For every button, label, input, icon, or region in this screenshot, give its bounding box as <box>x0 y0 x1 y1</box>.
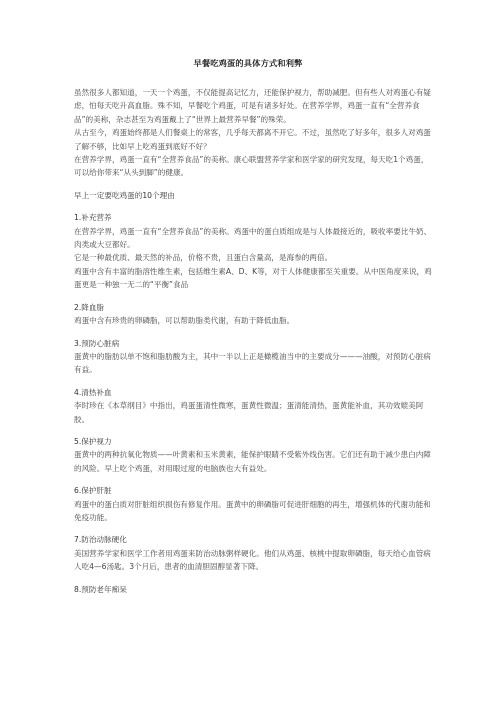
page-title: 早餐吃鸡蛋的具体方式和利弊 <box>193 58 303 68</box>
intro-paragraph: 虽然很多人都知道，一天一个鸡蛋，不仅能提高记忆力，还能保护视力，帮助减肥。但有些人对鸡蛋心有疑虑，怕每天吃升高血脂。殊不知，早餐吃个鸡蛋，可是有诸多好处。在营养学界，鸡蛋一直有“全营养食品”的美称，杂志甚至为鸡蛋戴上了“世界上最营养早餐”的殊荣。 <box>74 88 431 124</box>
section-paragraph: 美国营养学家和医学工作者用鸡蛋来防治动脉粥样硬化。他们从鸡蛋、核桃中提取卵磷脂，每天给心血管病人吃4—6汤匙。3个月后，患者的血清胆固醇显著下降。 <box>74 548 431 572</box>
section-heading: 5.保护视力 <box>74 436 112 446</box>
section-paragraph: 它是一种最优质、最天然的补品，价格不贵，且蛋白含量高，是海参的两倍。 <box>74 253 333 263</box>
section-paragraph: 鸡蛋中的蛋白质对肝脏组织损伤有修复作用。蛋黄中的卵磷脂可促进肝细胞的再生，增强机体的代谢功能和免疫功能。 <box>74 499 431 522</box>
section-heading: 8.预防老年痴呆 <box>74 584 127 594</box>
section-paragraph: 李时珍在《本草纲目》中指出，鸡蛋蛋清性微寒，蛋黄性微温；蛋清能清热，蛋黄能补血，其功效媲美阿胶。 <box>74 401 424 424</box>
section-paragraph: 鸡蛋中含有珍贵的卵磷脂，可以帮助脂类代谢，有助于降低血脂。 <box>74 316 295 326</box>
document-body <box>74 86 432 596</box>
intro-paragraph: 从古至今，鸡蛋始终都是人们餐桌上的常客，几乎每天都离不开它。不过，虽然吃了好多年，很多人对鸡蛋了解不够，比如早上吃鸡蛋到底好不好？ <box>74 128 431 151</box>
intro-paragraph: 在营养学界，鸡蛋一直有“全营养食品”的美称。康心联盟营养学家和医学家的研究发现，每天吃1个鸡蛋，可以给你带来“从头到脚”的健康。 <box>74 155 429 178</box>
section-heading: 1.补充营养 <box>74 213 112 223</box>
section-heading: 6.保护肝脏 <box>74 486 112 496</box>
section-paragraph: 鸡蛋中含有丰富的脂溶性维生素，包括维生素A、D、K等，对于人体健康都至关重要。从中医角度来说，鸡蛋更是一种独一无二的“平衡”食品 <box>74 266 432 290</box>
section-paragraph: 蛋黄中的两种抗氧化物质——叶黄素和玉米黄素，能保护眼睛不受紫外线伤害。它们还有助于减少患白内障的风险。早上吃个鸡蛋，对用眼过度的电脑族也大有益处。 <box>74 450 431 473</box>
section-heading: 2.降血脂 <box>74 302 105 312</box>
section-heading: 4.清热补血 <box>74 387 112 397</box>
section-heading: 3.预防心脏病 <box>74 338 120 348</box>
section-paragraph: 蛋黄中的脂肪以单不饱和脂肪酸为主，其中一半以上正是橄榄油当中的主要成分———油酸，对预防心脏病有益。 <box>74 351 431 375</box>
section-paragraph: 在营养学界，鸡蛋一直有“全营养食品”的美称。鸡蛋中的蛋白质组成是与人体最接近的，吸收率要比牛奶、肉类或大豆都好。 <box>74 226 432 250</box>
section-heading: 7.防治动脉硬化 <box>74 535 127 545</box>
reasons-title: 早上一定要吃鸡蛋的10个理由 <box>74 190 175 200</box>
